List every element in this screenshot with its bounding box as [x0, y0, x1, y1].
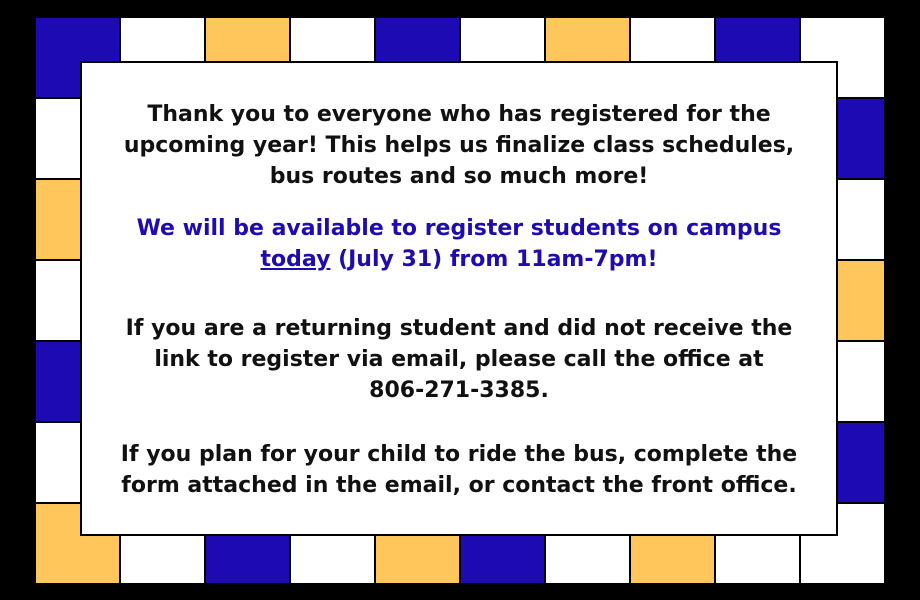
returning-student-line: link to register via email, please call the office at: [154, 347, 764, 372]
notice-card: [80, 61, 838, 536]
returning-student-paragraph: [102, 313, 816, 406]
thank-you-line: bus routes and so much more!: [269, 164, 649, 189]
thank-you-paragraph: [102, 99, 816, 192]
bus-paragraph: [102, 439, 816, 501]
thank-you-line: Thank you to everyone who has registered for the: [147, 102, 771, 127]
availability-line: We will be available to register students on campus: [136, 216, 782, 241]
thank-you-line: upcoming year! This helps us finalize class schedules,: [123, 133, 795, 158]
today-emphasis: today: [260, 247, 331, 272]
bus-line: form attached in the email, or contact the front office.: [121, 473, 797, 498]
availability-line: [102, 244, 816, 275]
returning-student-line: If you are a returning student and did not receive the: [125, 316, 793, 341]
availability-time: (July 31) from 11am-7pm!: [330, 247, 658, 272]
bus-line: If you plan for your child to ride the bus, complete the: [120, 442, 798, 467]
availability-paragraph: [102, 213, 816, 275]
office-phone: 806-271-3385.: [369, 378, 549, 403]
